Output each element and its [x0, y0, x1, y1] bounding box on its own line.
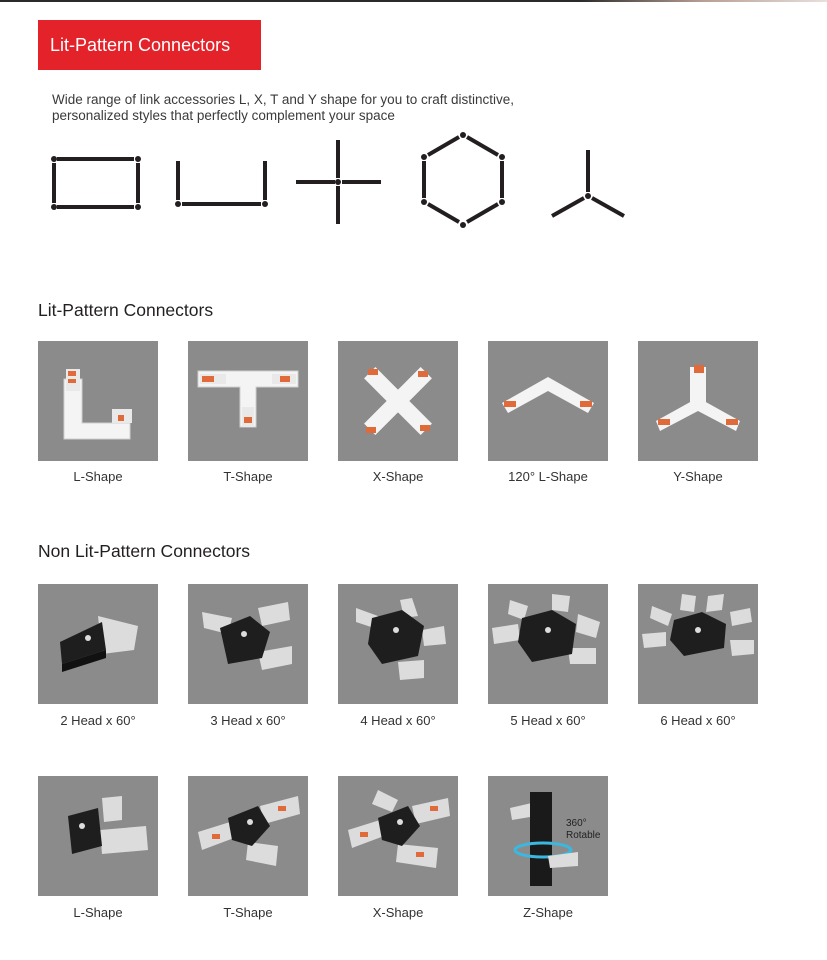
y-pattern-icon	[552, 150, 624, 216]
cross-pattern-icon	[296, 140, 381, 224]
non-lit-caption-4-head: 4 Head x 60°	[360, 713, 436, 728]
lit-t-shape-image	[188, 341, 308, 461]
non-lit-section-title: Non Lit-Pattern Connectors	[38, 541, 251, 561]
non-lit-caption-6-head: 6 Head x 60°	[660, 713, 736, 728]
non-lit-z-shape-image	[488, 776, 608, 896]
non-lit-t-shape-image	[188, 776, 308, 896]
lit-section-title: Lit-Pattern Connectors	[38, 300, 214, 320]
non-lit-x-shape-image	[338, 776, 458, 896]
lit-caption-l-shape: L-Shape	[73, 469, 123, 484]
lit-caption-x-shape: X-Shape	[372, 469, 424, 484]
top-rule	[0, 0, 827, 2]
hexagon-pattern-icon	[421, 132, 505, 228]
non-lit-caption-5-head: 5 Head x 60°	[510, 713, 586, 728]
non-lit-caption-x-shape: X-Shape	[372, 905, 424, 920]
rotation-note-text: Rotable	[566, 830, 601, 841]
intro-line-1: Wide range of link accessories L, X, T and Y shape for you to craft distinctive,	[52, 92, 514, 107]
page-title: Lit-Pattern Connectors	[50, 35, 231, 55]
lit-l-shape-image	[38, 341, 158, 461]
page-title-banner	[38, 20, 261, 70]
non-lit-caption-t-shape: T-Shape	[223, 905, 273, 920]
non-lit-6-head-image	[638, 584, 758, 704]
non-lit-l-shape-image	[38, 776, 158, 896]
intro-text	[52, 92, 572, 124]
intro-line-2: personalized styles that perfectly complement your space	[52, 108, 395, 123]
non-lit-5-head-image	[488, 584, 608, 704]
lit-caption-y-shape: Y-Shape	[673, 469, 723, 484]
non-lit-caption-l-shape: L-Shape	[73, 905, 123, 920]
rotation-note-degrees: 360°	[566, 818, 587, 829]
non-lit-caption-2-head: 2 Head x 60°	[60, 713, 136, 728]
lit-y-shape-image	[638, 341, 758, 461]
lit-120-l-shape-image	[488, 341, 608, 461]
pattern-icons	[0, 130, 827, 240]
non-lit-3-head-image	[188, 584, 308, 704]
non-lit-caption-3-head: 3 Head x 60°	[210, 713, 286, 728]
lit-x-shape-image	[338, 341, 458, 461]
non-lit-4-head-image	[338, 584, 458, 704]
rectangle-pattern-icon	[51, 156, 141, 210]
u-pattern-icon	[175, 161, 268, 207]
non-lit-2-head-image	[38, 584, 158, 704]
lit-caption-120-l-shape: 120° L-Shape	[508, 469, 588, 484]
rotation-note	[566, 818, 600, 842]
non-lit-caption-z-shape: Z-Shape	[523, 905, 573, 920]
lit-caption-t-shape: T-Shape	[223, 469, 273, 484]
